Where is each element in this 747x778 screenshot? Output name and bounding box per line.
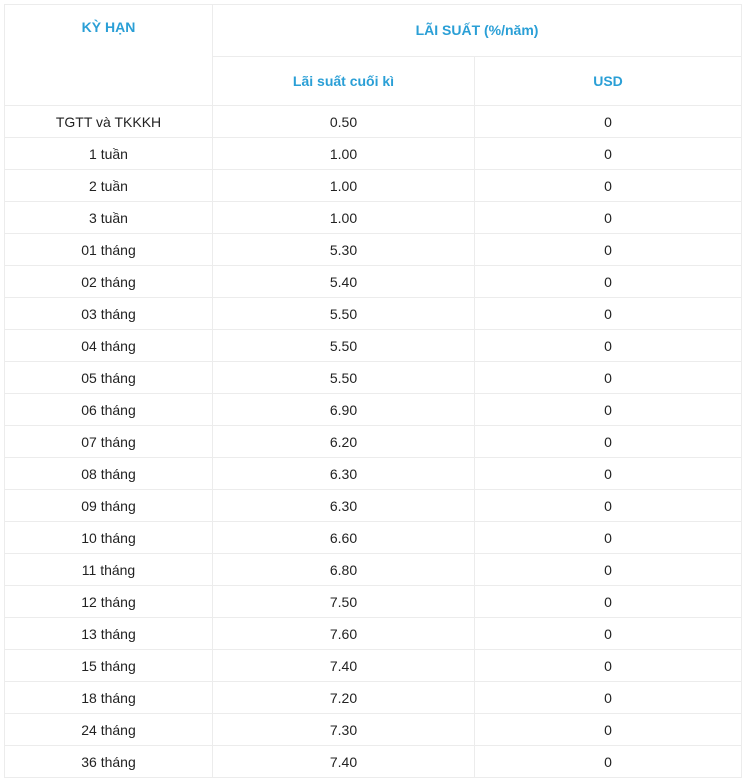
rate-cell: 1.00 <box>213 138 475 170</box>
rate-cell: 5.40 <box>213 266 475 298</box>
usd-cell: 0 <box>475 554 742 586</box>
header-term: KỲ HẠN <box>5 5 213 106</box>
usd-cell: 0 <box>475 458 742 490</box>
rate-cell: 7.30 <box>213 714 475 746</box>
term-cell: TGTT và TKKKH <box>5 106 213 138</box>
term-cell: 08 tháng <box>5 458 213 490</box>
table-row <box>5 362 742 394</box>
term-cell: 10 tháng <box>5 522 213 554</box>
usd-cell: 0 <box>475 394 742 426</box>
table-row <box>5 138 742 170</box>
usd-cell: 0 <box>475 106 742 138</box>
table-row <box>5 266 742 298</box>
term-cell: 2 tuần <box>5 170 213 202</box>
table-row <box>5 330 742 362</box>
table-header <box>5 5 742 106</box>
term-cell: 1 tuần <box>5 138 213 170</box>
term-cell: 12 tháng <box>5 586 213 618</box>
usd-cell: 0 <box>475 266 742 298</box>
header-end-of-term-rate: Lãi suất cuối kì <box>213 56 475 105</box>
term-cell: 3 tuần <box>5 202 213 234</box>
table-row <box>5 746 742 778</box>
table-row <box>5 298 742 330</box>
header-usd: USD <box>475 56 742 105</box>
usd-cell: 0 <box>475 298 742 330</box>
table-row <box>5 458 742 490</box>
table-body <box>5 106 742 778</box>
table-row <box>5 650 742 682</box>
usd-cell: 0 <box>475 202 742 234</box>
term-cell: 02 tháng <box>5 266 213 298</box>
term-cell: 09 tháng <box>5 490 213 522</box>
usd-cell: 0 <box>475 586 742 618</box>
rate-cell: 6.60 <box>213 522 475 554</box>
rate-cell: 7.20 <box>213 682 475 714</box>
rate-cell: 5.50 <box>213 298 475 330</box>
term-cell: 13 tháng <box>5 618 213 650</box>
usd-cell: 0 <box>475 682 742 714</box>
rate-cell: 6.80 <box>213 554 475 586</box>
rate-cell: 6.90 <box>213 394 475 426</box>
usd-cell: 0 <box>475 522 742 554</box>
term-cell: 07 tháng <box>5 426 213 458</box>
rate-cell: 5.50 <box>213 330 475 362</box>
usd-cell: 0 <box>475 426 742 458</box>
table-row <box>5 202 742 234</box>
usd-cell: 0 <box>475 746 742 778</box>
table-row <box>5 394 742 426</box>
term-cell: 03 tháng <box>5 298 213 330</box>
rate-cell: 5.30 <box>213 234 475 266</box>
header-rate-group: LÃI SUẤT (%/năm) <box>213 5 742 57</box>
table-row <box>5 554 742 586</box>
usd-cell: 0 <box>475 618 742 650</box>
rate-cell: 7.40 <box>213 650 475 682</box>
term-cell: 11 tháng <box>5 554 213 586</box>
table-row <box>5 234 742 266</box>
term-cell: 06 tháng <box>5 394 213 426</box>
rate-cell: 7.40 <box>213 746 475 778</box>
table-row <box>5 522 742 554</box>
usd-cell: 0 <box>475 234 742 266</box>
rate-cell: 6.30 <box>213 490 475 522</box>
table-row <box>5 682 742 714</box>
table-row <box>5 106 742 138</box>
term-cell: 15 tháng <box>5 650 213 682</box>
rate-cell: 5.50 <box>213 362 475 394</box>
rate-cell: 0.50 <box>213 106 475 138</box>
table-row <box>5 490 742 522</box>
term-cell: 24 tháng <box>5 714 213 746</box>
term-cell: 04 tháng <box>5 330 213 362</box>
rate-cell: 7.50 <box>213 586 475 618</box>
rate-cell: 1.00 <box>213 170 475 202</box>
usd-cell: 0 <box>475 138 742 170</box>
rate-cell: 1.00 <box>213 202 475 234</box>
term-cell: 36 tháng <box>5 746 213 778</box>
usd-cell: 0 <box>475 330 742 362</box>
usd-cell: 0 <box>475 650 742 682</box>
term-cell: 18 tháng <box>5 682 213 714</box>
table-row <box>5 714 742 746</box>
rate-cell: 6.20 <box>213 426 475 458</box>
term-cell: 01 tháng <box>5 234 213 266</box>
usd-cell: 0 <box>475 714 742 746</box>
usd-cell: 0 <box>475 170 742 202</box>
usd-cell: 0 <box>475 362 742 394</box>
table-row <box>5 170 742 202</box>
table-row <box>5 618 742 650</box>
rate-cell: 7.60 <box>213 618 475 650</box>
term-cell: 05 tháng <box>5 362 213 394</box>
usd-cell: 0 <box>475 490 742 522</box>
table-row <box>5 586 742 618</box>
table-row <box>5 426 742 458</box>
interest-rate-table <box>4 4 742 778</box>
rate-cell: 6.30 <box>213 458 475 490</box>
